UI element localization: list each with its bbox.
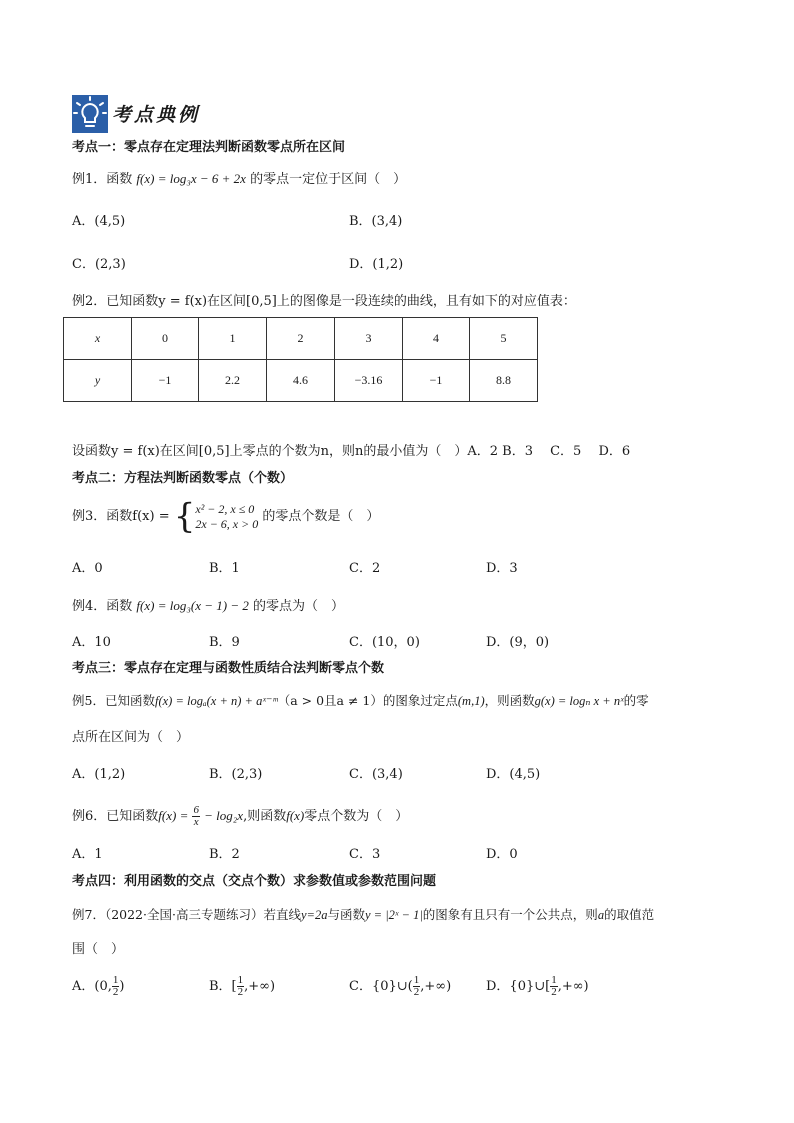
example-7-function: y = |2ˣ − 1| — [364, 908, 423, 922]
example-7-variable: a — [597, 908, 605, 922]
option-b-prefix: B．[ — [209, 979, 237, 994]
piecewise-cases — [195, 502, 258, 532]
example-3-option-d: D．3 — [486, 561, 518, 576]
example-2-stem: 例2．已知函数y = f(x)在区间[0,5]上的图像是一段连续的曲线，且有如下的对应值表： — [72, 294, 576, 309]
value-table — [63, 317, 538, 402]
piecewise-case-2: 2x − 6, x > 0 — [195, 516, 259, 531]
example-7-prefix: 例7．（2022·全国·高三专题练习）若直线 — [72, 907, 301, 922]
example-1-option-a: A．(4,5) — [72, 214, 126, 229]
example-7-option-d — [486, 972, 589, 1002]
option-b-suffix: ,+∞) — [244, 979, 276, 994]
fraction-denominator: x — [193, 816, 199, 828]
example-7-option-b — [209, 972, 275, 1002]
table-header-x: x — [64, 318, 132, 360]
example-5-point: (m,1) — [457, 694, 485, 708]
example-3-option-b: B．1 — [209, 561, 240, 576]
example-5-line-2: 点所在区间为（ ） — [72, 730, 190, 745]
example-6-option-a: A．1 — [72, 847, 103, 862]
fraction-numerator: 1 — [237, 974, 244, 986]
example-6-suffix: 零点个数为（ ） — [304, 809, 409, 824]
fraction-numerator: 1 — [112, 974, 119, 986]
example-4-option-b: B．9 — [209, 635, 240, 650]
piecewise-case-1: x² − 2, x ≤ 0 — [195, 501, 255, 516]
example-7-mid: 的图象有且只有一个公共点，则 — [422, 907, 598, 922]
table-cell: −1 — [403, 360, 470, 402]
example-3-suffix: 的零点个数是（ ） — [262, 509, 380, 524]
table-cell: 4 — [403, 318, 470, 360]
fraction-denominator: 2 — [413, 986, 420, 998]
section-3-title: 考点三：零点存在定理与函数性质结合法判断零点个数 — [72, 661, 385, 676]
example-5-condition: （a > 0且a ≠ 1）的图象过定点 — [277, 693, 458, 708]
table-cell: 2.2 — [199, 360, 267, 402]
example-6-option-c: C．3 — [349, 847, 381, 862]
fraction-6-over-x — [192, 805, 200, 828]
fraction-numerator: 1 — [413, 974, 420, 986]
option-a-suffix: ) — [119, 979, 125, 994]
example-4-option-a: A．10 — [72, 635, 111, 650]
example-7-tail: 的取值范 — [604, 907, 655, 922]
example-6-fx: f(x) — [286, 808, 305, 823]
example-5-formula: f(x) = logₐ(x + n) + aˣ⁻ᵐ — [154, 694, 278, 708]
example-3-prefix: 例3．函数f(x) = — [72, 509, 170, 524]
example-3-stem — [72, 497, 379, 537]
example-4-stem — [72, 597, 344, 616]
table-cell: 1 — [199, 318, 267, 360]
example-3-option-a: A．0 — [72, 561, 103, 576]
fraction-denominator: 2 — [112, 986, 119, 998]
table-cell: −3.16 — [335, 360, 403, 402]
example-1-prefix: 例1．函数 — [72, 172, 133, 187]
example-5-option-d: D．(4,5) — [486, 767, 541, 782]
example-5-g-formula: g(x) = logₙ x + nˣ — [534, 694, 624, 708]
example-5-option-c: C．(3,4) — [349, 767, 403, 782]
example-6-connector: ,则函数 — [243, 809, 287, 824]
table-header-y: y — [64, 360, 132, 402]
example-6-lhs: f(x) = — [158, 808, 189, 823]
table-cell: −1 — [132, 360, 199, 402]
fraction-one-half — [550, 975, 558, 998]
example-5-line-1 — [72, 692, 649, 710]
page-title: 考点典例 — [112, 104, 201, 126]
example-7-option-c — [349, 972, 451, 1002]
option-d-suffix: ,+∞) — [557, 979, 589, 994]
example-6-option-b: B．2 — [209, 847, 240, 862]
example-5-option-b: B．(2,3) — [209, 767, 263, 782]
example-6-option-d: D．0 — [486, 847, 518, 862]
example-5-tail: 的零 — [623, 693, 649, 708]
example-1-stem — [72, 170, 406, 189]
fraction-numerator: 6 — [193, 804, 199, 816]
example-6-prefix: 例6．已知函数 — [72, 809, 159, 824]
example-5-connector: ，则函数 — [484, 693, 535, 708]
option-c-prefix: C．{0}∪( — [349, 979, 413, 994]
table-cell: 4.6 — [267, 360, 335, 402]
example-7-line-eq: y=2a — [300, 908, 328, 922]
example-7-option-a — [72, 972, 124, 1002]
example-4-option-c: C．(10，0) — [349, 635, 420, 650]
section-1-title: 考点一：零点存在定理法判断函数零点所在区间 — [72, 140, 346, 155]
lightbulb-icon — [72, 95, 108, 133]
fraction-denominator: 2 — [551, 986, 557, 998]
example-1-option-b: B．(3,4) — [349, 214, 403, 229]
example-6-rhs: − log₂x — [204, 808, 244, 823]
table-cell: 8.8 — [470, 360, 538, 402]
example-4-option-d: D．(9，0) — [486, 635, 550, 650]
option-c-suffix: ,+∞) — [420, 979, 452, 994]
table-row-x — [64, 318, 538, 360]
example-1-option-d: D．(1,2) — [349, 257, 404, 272]
example-1-formula: f(x) = log₃x − 6 + 2x — [136, 171, 246, 186]
option-d-prefix: D．{0}∪[ — [486, 979, 551, 994]
table-cell: 2 — [267, 318, 335, 360]
table-row-y — [64, 360, 538, 402]
example-7-connector: 与函数 — [327, 907, 365, 922]
table-cell: 5 — [470, 318, 538, 360]
table-cell: 3 — [335, 318, 403, 360]
left-brace: { — [173, 496, 196, 537]
section-4-title: 考点四：利用函数的交点（交点个数）求参数值或参数范围问题 — [72, 874, 437, 889]
table-cell: 0 — [132, 318, 199, 360]
example-6-stem — [72, 800, 408, 833]
fraction-numerator: 1 — [551, 974, 557, 986]
example-4-prefix: 例4．函数 — [72, 599, 133, 614]
example-4-suffix: 的零点为（ ） — [252, 599, 344, 614]
example-5-prefix: 例5．已知函数 — [72, 693, 155, 708]
example-7-line-1 — [72, 906, 654, 924]
example-7-line-2: 围（ ） — [72, 942, 125, 957]
example-1-suffix: 的零点一定位于区间（ ） — [250, 172, 407, 187]
example-5-option-a: A．(1,2) — [72, 767, 126, 782]
section-2-title: 考点二：方程法判断函数零点（个数） — [72, 471, 294, 486]
example-1-option-c: C．(2,3) — [72, 257, 126, 272]
fraction-denominator: 2 — [237, 986, 244, 998]
example-3-option-c: C．2 — [349, 561, 381, 576]
option-a-prefix: A．(0, — [72, 979, 112, 994]
example-4-formula: f(x) = log₃(x − 1) − 2 — [136, 598, 249, 613]
example-2-question: 设函数y = f(x)在区间[0,5]上零点的个数为n，则n的最小值为（ ）A．2 B．3 C．5 D．6 — [72, 444, 631, 459]
